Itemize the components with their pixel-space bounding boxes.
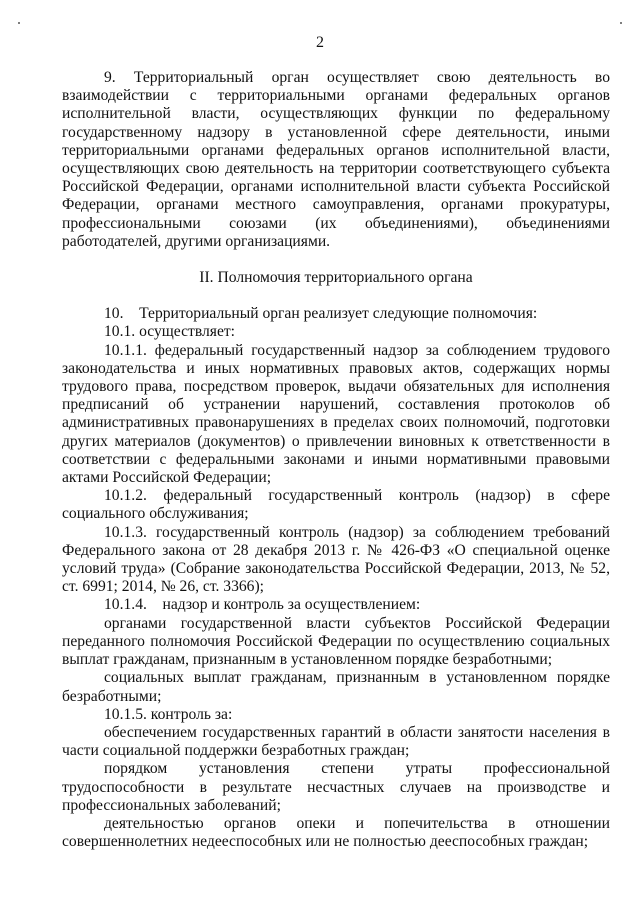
list-item: социальных выплат гражданам, признанным в установленном порядке безработными; bbox=[62, 669, 610, 705]
list-item: порядком установления степени утраты профессиональной трудоспособности в результате несчастных случаев на производстве и профессиональных заболеваний; bbox=[62, 760, 610, 814]
paragraph-10-1-2: 10.1.2. федеральный государственный контроль (надзор) в сфере социального обслуживания; bbox=[62, 487, 610, 523]
scan-speck bbox=[18, 22, 20, 24]
paragraph-10-1-3: 10.1.3. государственный контроль (надзор) за соблюдением требований Федерального закона от 28 декабря 2013 г. № 426-ФЗ «О специальной оценке условий труда» (Собрание законодательства Российской Федерации, 2013, № 52, ст. 6991; 2014, № 26, ст. 3366); bbox=[62, 523, 610, 596]
scan-speck bbox=[620, 22, 622, 24]
paragraph-10: 10. Территориальный орган реализует следующие полномочия: bbox=[104, 305, 538, 323]
list-item: обеспечением государственных гарантий в области занятости населения в части социальной поддержки безработных граждан; bbox=[62, 723, 610, 760]
document-body bbox=[62, 69, 610, 851]
paragraph-10-1-5: 10.1.5. контроль за: bbox=[104, 705, 233, 723]
page-number: 2 bbox=[316, 34, 324, 51]
paragraph-10-1-1: 10.1.1. федеральный государственный надзор за соблюдением трудового законодательства и иных нормативных правовых актов, содержащих нормы трудового права, посредством проверок, выдачи обязательных для исполнения предписаний об устранении нарушений, составления протоколов об административных правонарушениях в пределах своих полномочий, подготовки других материалов (документов) о привлечении виновных к ответственности в соответствии с федеральными законами и иными нормативными правовыми актами Российской Федерации; bbox=[62, 341, 610, 487]
section-heading: II. Полномочия территориального органа bbox=[199, 269, 473, 287]
paragraph-10-1-4: 10.1.4. надзор и контроль за осуществлением: bbox=[104, 596, 421, 614]
list-item: деятельностью органов опеки и попечительства в отношении совершеннолетних недееспособных или не полностью дееспособных граждан; bbox=[62, 814, 610, 851]
paragraph-9: 9. Территориальный орган осуществляет свою деятельность во взаимодействии с территориальными органами федеральных органов исполнительной власти, осуществляющих функции по федеральному государственному надзору в установленной сфере деятельности, иными территориальными органами федеральных органов исполнительной власти, осуществляющих свою деятельность на территории соответствующего субъекта Российской Федерации, органами исполнительной власти субъекта Российской Федерации, органами местного самоуправления, органами прокуратуры, профессиональными союзами (их объединениями), объединениями работодателей, другими организациями. bbox=[62, 69, 610, 250]
paragraph-10-1: 10.1. осуществляет: bbox=[104, 323, 236, 341]
list-item: органами государственной власти субъектов Российской Федерации переданного полномочия Российской Федерации по осуществлению социальных выплат гражданам, признанным в установленном порядке безработными; bbox=[62, 614, 610, 669]
